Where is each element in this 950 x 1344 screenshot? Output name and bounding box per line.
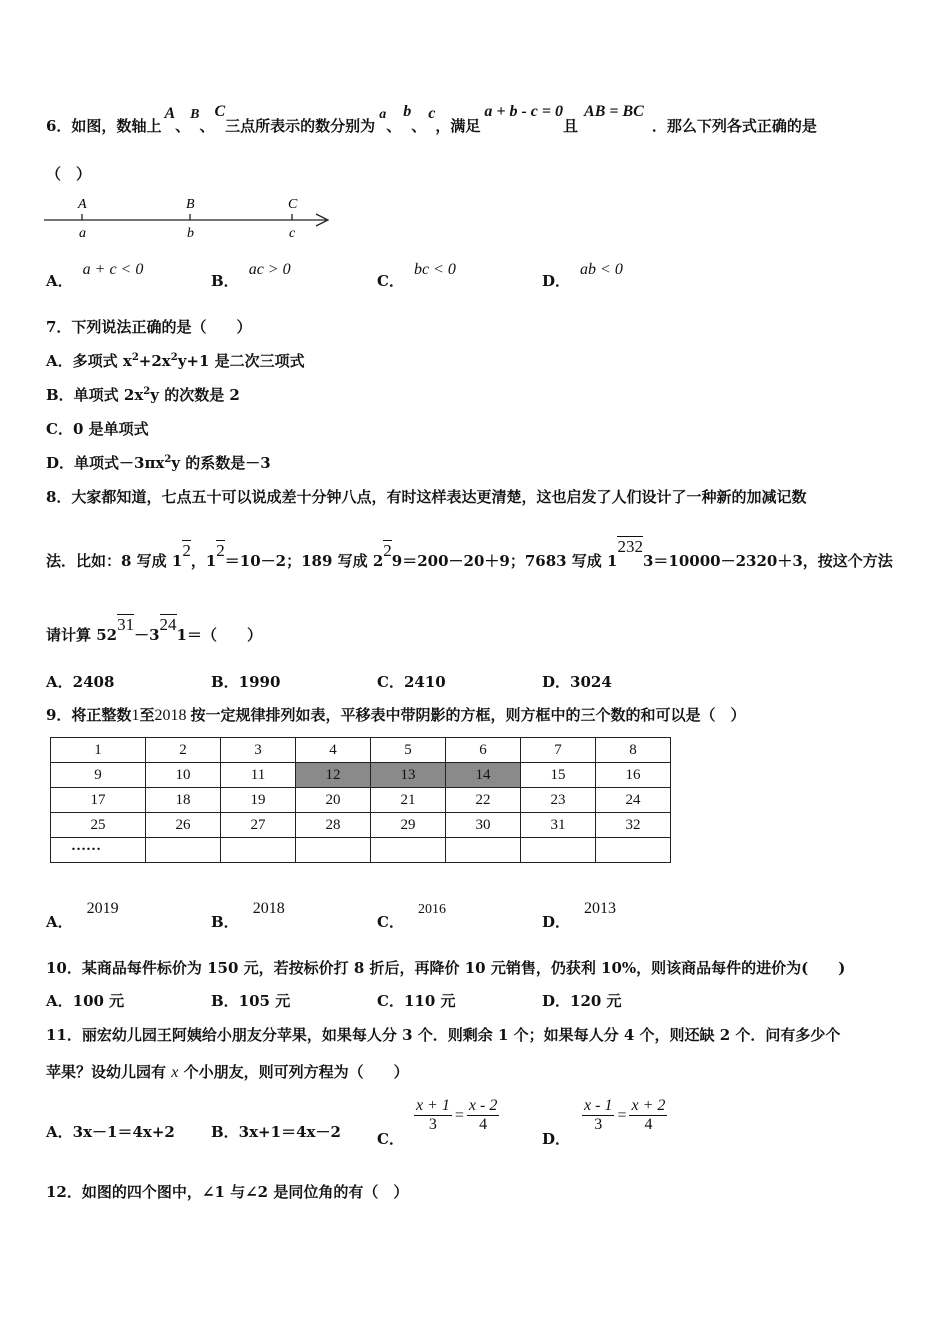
q8-text: 9＝200－20＋9；7683 写成 1 bbox=[391, 552, 618, 570]
q7-option-d-exp: 2 bbox=[164, 454, 172, 465]
axis-point-label: C bbox=[288, 197, 298, 212]
q6-paren: （ ） bbox=[46, 165, 92, 183]
q6-sep: 、 bbox=[411, 117, 427, 135]
equals-sign: = bbox=[617, 1106, 627, 1124]
q8-line-1: 8．大家都知道，七点五十可以说成差十分钟八点，有时这样表达更清楚，这也启发了人们设计了一种新的加减记数 bbox=[46, 488, 807, 506]
fraction-denominator: 3 bbox=[594, 1116, 603, 1133]
table-cell: 32 bbox=[596, 813, 671, 838]
q6-option-a-letter: A． bbox=[46, 272, 73, 290]
fraction-numerator: x - 1 bbox=[584, 1097, 613, 1114]
q11-option-c-frac-left bbox=[414, 1097, 452, 1134]
q6-stem bbox=[46, 104, 817, 144]
table-cell bbox=[596, 838, 671, 863]
q6-and: 且 bbox=[563, 117, 579, 135]
q11-option-c bbox=[377, 1097, 499, 1148]
table-row bbox=[51, 813, 671, 838]
q7-option-b-text: B．单项式 2x bbox=[46, 386, 144, 404]
q8-option-a: A．2408 bbox=[46, 673, 115, 691]
q9-option-d-value: 2013 bbox=[584, 900, 617, 917]
q11-text: 苹果？设幼儿园有 bbox=[46, 1063, 172, 1081]
table-cell: 19 bbox=[221, 788, 296, 813]
q6-point-A: A bbox=[164, 105, 176, 122]
q9-option-b-letter: B． bbox=[211, 913, 239, 931]
q6-var-c: c bbox=[428, 105, 436, 122]
table-cell: 7 bbox=[521, 738, 596, 763]
axis-point-label: A bbox=[78, 197, 87, 212]
q11-option-d-frac-left bbox=[582, 1097, 614, 1134]
q8-bar-number: 2 bbox=[216, 541, 225, 560]
q6-option-b-letter: B． bbox=[211, 272, 239, 290]
fraction-denominator: 4 bbox=[644, 1116, 653, 1133]
q11-option-d bbox=[542, 1097, 667, 1148]
q6-sep: 、 bbox=[175, 117, 191, 135]
q10-option-a: A．100 元 bbox=[46, 992, 125, 1010]
q9-option-a bbox=[46, 897, 119, 931]
q9-number: 1 bbox=[131, 707, 140, 724]
axis-point-label: B bbox=[186, 197, 195, 212]
q6-option-d bbox=[542, 258, 623, 290]
q8-text: ＝10－2；189 写成 2 bbox=[224, 552, 384, 570]
q11-option-c-frac-right bbox=[467, 1097, 499, 1134]
table-cell: 13 bbox=[371, 763, 446, 788]
q9-option-b bbox=[211, 897, 285, 931]
q6-point-C: C bbox=[214, 103, 226, 120]
fraction-numerator: x - 2 bbox=[468, 1097, 498, 1114]
q9-text: 至 bbox=[139, 706, 155, 724]
fraction-numerator: x + 1 bbox=[415, 1097, 450, 1114]
q10-stem: 10．某商品每件标价为 150 元，若按标价打 8 折后，再降价 10 元销售，仍获利 10%，则该商品每件的进价为( ) bbox=[46, 959, 846, 977]
table-cell: 2 bbox=[146, 738, 221, 763]
q6-var-b: b bbox=[403, 103, 412, 120]
q6-stem-text-a: 6．如图，数轴上 bbox=[46, 117, 162, 135]
q11-line-1: 11．丽宏幼儿园王阿姨给小朋友分苹果，如果每人分 3 个．则剩余 1 个；如果每人分 4 个，则还缺 2 个．问有多少个 bbox=[46, 1026, 841, 1044]
q8-text: ，1 bbox=[190, 552, 217, 570]
q6-var-a: a bbox=[379, 107, 387, 122]
q8-text: 3＝10000－2320＋3，按这个方法 bbox=[642, 552, 893, 570]
q6-option-c-letter: C． bbox=[377, 272, 404, 290]
table-cell: 3 bbox=[221, 738, 296, 763]
table-cell: 16 bbox=[596, 763, 671, 788]
q6-stem-text-b: 三点所表示的数分别为 bbox=[225, 117, 376, 135]
q9-option-d-letter: D． bbox=[542, 913, 571, 931]
q6-stem-text-c: ，满足 bbox=[435, 117, 481, 135]
q6-condition-2: AB = BC bbox=[584, 103, 644, 120]
q7-option-a bbox=[46, 350, 305, 371]
q6-option-c bbox=[377, 258, 456, 290]
q11-option-d-frac-right bbox=[629, 1097, 667, 1134]
q7-option-d bbox=[46, 452, 271, 473]
table-cell: 14 bbox=[446, 763, 521, 788]
q6-condition-1: a + b - c = 0 bbox=[484, 103, 564, 120]
q8-bar-number: 24 bbox=[159, 615, 177, 634]
q6-option-d-expr: ab < 0 bbox=[580, 261, 623, 278]
table-cell: 18 bbox=[146, 788, 221, 813]
table-cell: 6 bbox=[446, 738, 521, 763]
q11-text: 个小朋友，则可列方程为（ ） bbox=[178, 1063, 409, 1081]
q9-stem bbox=[46, 704, 745, 725]
table-cell bbox=[296, 838, 371, 863]
table-cell: 23 bbox=[521, 788, 596, 813]
table-row bbox=[51, 838, 671, 863]
table-cell: 9 bbox=[51, 763, 146, 788]
q9-option-c-value: 2016 bbox=[417, 902, 446, 917]
q9-number-table bbox=[50, 737, 671, 863]
axis-point-value: b bbox=[187, 226, 194, 241]
table-cell: 8 bbox=[596, 738, 671, 763]
table-cell bbox=[521, 838, 596, 863]
q9-option-a-letter: A． bbox=[46, 913, 73, 931]
table-row bbox=[51, 788, 671, 813]
table-cell: 26 bbox=[146, 813, 221, 838]
q6-option-a bbox=[46, 258, 144, 290]
q8-bar-number: 232 bbox=[617, 537, 643, 556]
q6-option-c-expr: bc < 0 bbox=[413, 261, 456, 278]
q10-option-c: C．110 元 bbox=[377, 992, 456, 1010]
q8-bar-number: 31 bbox=[117, 615, 135, 634]
q8-text: 法．比如：8 写成 1 bbox=[46, 552, 183, 570]
q9-option-d bbox=[542, 897, 617, 931]
q7-option-d-text: D．单项式－3πx bbox=[46, 454, 165, 472]
axis-point-value: c bbox=[289, 226, 296, 241]
q7-option-a-text: y+1 是二次三项式 bbox=[177, 352, 305, 370]
q8-option-c: C．2410 bbox=[377, 673, 446, 691]
table-cell: 5 bbox=[371, 738, 446, 763]
q6-sep: 、 bbox=[199, 117, 215, 135]
q8-text: 请计算 52 bbox=[46, 626, 118, 644]
q7-option-a-exp: 2 bbox=[131, 352, 139, 363]
q9-table-wrap bbox=[50, 737, 671, 863]
table-cell bbox=[446, 838, 521, 863]
table-cell: 17 bbox=[51, 788, 146, 813]
q12-stem: 12．如图的四个图中，∠1 与∠2 是同位角的有（ ） bbox=[46, 1183, 409, 1201]
table-cell: 1 bbox=[51, 738, 146, 763]
q10-option-d: D．120 元 bbox=[542, 992, 622, 1010]
table-cell: 31 bbox=[521, 813, 596, 838]
q8-text: 1＝（ ） bbox=[176, 626, 262, 644]
q6-option-a-expr: a + c < 0 bbox=[82, 261, 144, 278]
table-cell: 27 bbox=[221, 813, 296, 838]
q11-var-x: x bbox=[171, 1064, 179, 1081]
table-cell bbox=[146, 838, 221, 863]
table-cell bbox=[221, 838, 296, 863]
axis-point-value: a bbox=[79, 226, 86, 241]
table-cell: 22 bbox=[446, 788, 521, 813]
q8-option-b: B．1990 bbox=[211, 673, 281, 691]
table-cell: 29 bbox=[371, 813, 446, 838]
fraction-denominator: 4 bbox=[479, 1116, 488, 1133]
q9-text: 9．将正整数 bbox=[46, 706, 132, 724]
q8-text: －3 bbox=[134, 626, 160, 644]
table-cell: 12 bbox=[296, 763, 371, 788]
q9-option-a-value: 2019 bbox=[86, 900, 119, 917]
fraction-numerator: x + 2 bbox=[631, 1097, 666, 1114]
table-cell: 4 bbox=[296, 738, 371, 763]
q10-option-b: B．105 元 bbox=[211, 992, 291, 1010]
table-cell: 15 bbox=[521, 763, 596, 788]
q6-sep: 、 bbox=[386, 117, 402, 135]
q6-option-d-letter: D． bbox=[542, 272, 571, 290]
q7-stem: 7．下列说法正确的是（ ） bbox=[46, 318, 252, 336]
q11-option-b: B．3x+1＝4x－2 bbox=[211, 1123, 341, 1141]
q11-option-c-letter: C． bbox=[377, 1129, 404, 1148]
q9-number: 2018 bbox=[154, 707, 187, 724]
q6-option-b bbox=[211, 258, 291, 290]
table-cell: 11 bbox=[221, 763, 296, 788]
table-cell: 20 bbox=[296, 788, 371, 813]
q11-option-a: A．3x－1＝4x+2 bbox=[46, 1123, 175, 1141]
q8-bar-number: 2 bbox=[182, 541, 191, 560]
q8-bar-number: 2 bbox=[383, 541, 392, 560]
q8-line-3 bbox=[46, 614, 262, 644]
table-cell bbox=[371, 838, 446, 863]
q7-option-b-text: y 的次数是 2 bbox=[150, 386, 240, 404]
q7-option-a-text: A．多项式 x bbox=[46, 352, 132, 370]
q11-line-2 bbox=[46, 1061, 409, 1082]
q7-option-a-text: +2x bbox=[138, 352, 171, 370]
q7-option-b-exp: 2 bbox=[143, 386, 151, 397]
q8-option-d: D．3024 bbox=[542, 673, 612, 691]
q9-text: 按一定规律排列如表，平移表中带阴影的方框，则方框中的三个数的和可以是（ ） bbox=[190, 706, 746, 724]
q6-stem-text-d: ．那么下列各式正确的是 bbox=[651, 117, 817, 135]
table-cell: 28 bbox=[296, 813, 371, 838]
table-row bbox=[51, 738, 671, 763]
fraction-denominator: 3 bbox=[428, 1116, 437, 1133]
q9-option-c-letter: C． bbox=[377, 913, 404, 931]
q9-option-c bbox=[377, 897, 446, 931]
table-cell: 24 bbox=[596, 788, 671, 813]
q6-point-B: B bbox=[190, 107, 200, 122]
q6-option-b-expr: ac > 0 bbox=[248, 261, 291, 278]
q8-line-2 bbox=[46, 537, 893, 570]
table-cell: …… bbox=[51, 838, 146, 863]
equals-sign: = bbox=[454, 1106, 464, 1124]
q7-option-a-exp: 2 bbox=[170, 352, 178, 363]
q11-option-d-letter: D． bbox=[542, 1129, 571, 1148]
q9-option-b-value: 2018 bbox=[252, 900, 285, 917]
table-cell: 21 bbox=[371, 788, 446, 813]
q7-option-d-text: y 的系数是－3 bbox=[171, 454, 271, 472]
table-row bbox=[51, 763, 671, 788]
table-cell: 10 bbox=[146, 763, 221, 788]
q6-number-line bbox=[40, 190, 340, 242]
q7-option-b bbox=[46, 384, 240, 405]
q7-option-c: C．0 是单项式 bbox=[46, 420, 149, 438]
table-cell: 25 bbox=[51, 813, 146, 838]
table-cell: 30 bbox=[446, 813, 521, 838]
